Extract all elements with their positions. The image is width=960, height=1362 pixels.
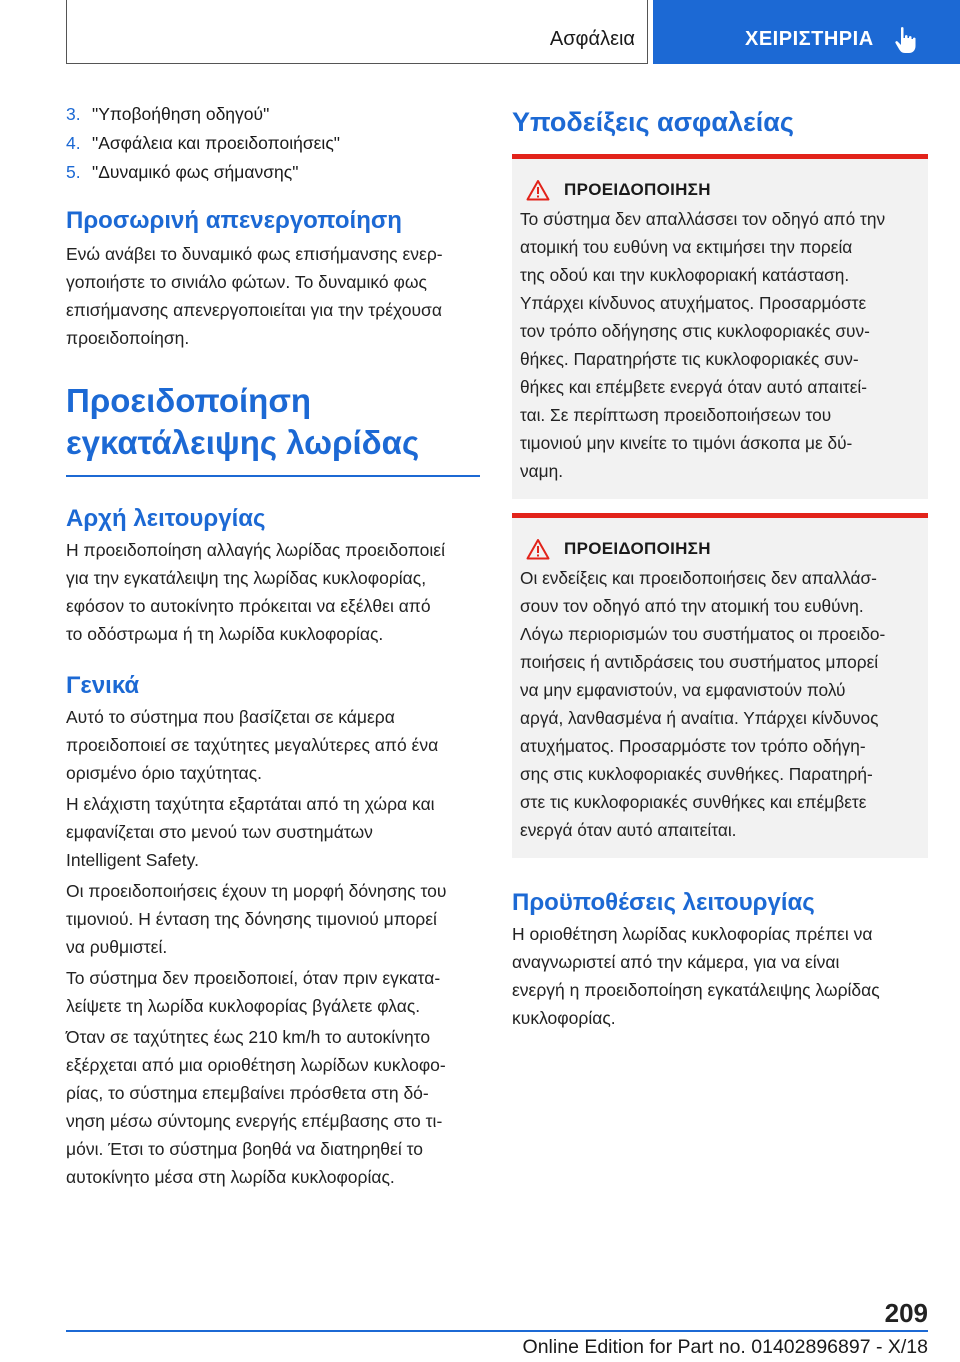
section-title: Ασφάλεια (549, 28, 635, 50)
reference-list (66, 100, 480, 187)
general-paragraph: Οι προειδοποιήσεις έχουν τη μορφή δόνησης του τιμονιού. Η ένταση της δόνησης τιμονιού μπορεί να ρυθμιστεί. (66, 880, 447, 957)
right-column (512, 100, 928, 1032)
list-text[interactable]: "Υποβοήθηση οδηγού" (92, 104, 270, 124)
principle-heading: Αρχή λειτουργίας (66, 504, 266, 532)
general-paragraph: Αυτό το σύστημα που βασίζεται σε κάμερα προειδοποιεί σε ταχύτητες μεγαλύτερες από ένα ορισμένο όριο ταχύτητας. (66, 706, 439, 783)
pointing-hand-icon (893, 26, 919, 54)
temp-deactivation-text: Ενώ ανάβει το δυναμικό φως επισήμανσης ενερ- γοποιήστε το σινιάλο φώτων. Το δυναμικό φως επισήμανσης απενεργοποιείται για την τρέχουσα προειδοποίηση. (66, 244, 443, 348)
warning-text: Το σύστημα δεν απαλλάσσει τον οδηγό από την ατομική του ευθύνη να εκτιμήσει την πορεία της οδού και την κυκλοφοριακή κατάσταση. Υπάρχει κίνδυνος ατυχήματος. Προσαρμόστε τον τρόπο οδήγησης στις κυκλοφοριακές συν- θήκες. Παρατηρήστε τις κυκλοφοριακές συν- θήκες και επέμβετε ενεργά όταν αυτό απαιτεί- ται. Σε περίπτωση προειδοποιήσεων του τιμονιού μην κινείτε το τιμόνι άσκοπα με δύ- ναμη. (520, 209, 886, 481)
tab-controls[interactable] (653, 0, 960, 64)
list-item (66, 100, 480, 129)
principle-text: Η προειδοποίηση αλλαγής λωρίδας προειδοποιεί για την εγκατάλειψη της λωρίδας κυκλοφορίας, εφόσον το αυτοκίνητο πρόκειται να εξέλθει από το οδόστρωμα ή τη λωρίδα κυκλοφορίας. (66, 539, 445, 644)
tab-label: ΧΕΙΡΙΣΤΗΡΙΑ (745, 28, 874, 50)
list-text[interactable]: "Δυναμικό φως σήμανσης" (92, 162, 299, 182)
footer-divider (66, 1330, 928, 1332)
warning-box (512, 154, 928, 499)
general-paragraph: Το σύστημα δεν προειδοποιεί, όταν πριν εγκατα- λείψετε τη λωρίδα κυκλοφορίας βγάλετε φλας. (66, 967, 441, 1016)
warning-box (512, 513, 928, 858)
list-item (66, 158, 480, 187)
page-title: Προειδοποίηση εγκατάλειψης λωρίδας (66, 382, 420, 461)
list-item (66, 129, 480, 158)
warning-title: ΠΡΟΕΙΔΟΠΟΙΗΣΗ (564, 180, 711, 199)
edition-text: Online Edition for Part no. 01402896897 - X/18 (522, 1336, 928, 1358)
general-paragraph: Η ελάχιστη ταχύτητα εξαρτάται από τη χώρα και εμφανίζεται στο μενού των συστημάτων Intelligent Safety. (66, 793, 435, 870)
warning-text: Οι ενδείξεις και προειδοποιήσεις δεν απαλλάσ- σουν τον οδηγό από την ατομική του ευθύνη. Λόγω περιορισμών του συστήματος οι προειδο- ποιήσεις ή αντιδράσεις του συστήματος μπορεί να μην εμφανιστούν, να εμφανιστούν πολύ αργά, λανθασμένα ή αναίτια. Υπάρχει κίνδυνος ατυχήματος. Προσαρμόστε τον τρόπο οδήγη- σης στις κυκλοφοριακές συνθήκες. Παρατηρή- στε τις κυκλοφοριακές συνθήκες και επέμβετε ενεργά όταν αυτό απαιτείται. (520, 568, 886, 840)
safety-heading: Υποδείξεις ασφαλείας (512, 107, 794, 137)
temp-deactivation-heading: Προσωρινή απενεργοποίηση (66, 207, 402, 234)
list-number: 3. (66, 104, 81, 124)
warning-title: ΠΡΟΕΙΔΟΠΟΙΗΣΗ (564, 539, 711, 558)
prerequisites-heading: Προϋποθέσεις λειτουργίας (512, 889, 815, 916)
list-number: 4. (66, 133, 81, 153)
general-paragraph: Όταν σε ταχύτητες έως 210 km/h το αυτοκίνητο εξέρχεται από μια οριοθέτηση λωρίδων κυκλοφο- ρίας, το σύστημα επεμβαίνει πρόσθετα στη δό- νηση μέσω σύντομης ενεργής επέμβασης στο τι- μόνι. Έτσι το σύστημα βοηθά να διατηρηθεί το αυτοκίνητο μέσα στη λωρίδα κυκλοφορίας. (66, 1026, 446, 1187)
warning-triangle-icon (526, 179, 550, 201)
left-column (66, 100, 480, 1191)
list-number: 5. (66, 162, 81, 182)
warning-triangle-icon (526, 538, 550, 560)
general-heading: Γενικά (66, 671, 140, 699)
list-text[interactable]: "Ασφάλεια και προειδοποιήσεις" (92, 133, 340, 153)
header-section-box (66, 0, 648, 64)
prerequisites-text: Η οριοθέτηση λωρίδας κυκλοφορίας πρέπει να αναγνωριστεί από την κάμερα, για να είναι ενεργή η προειδοποίηση εγκατάλειψης λωρίδας κυκλοφορίας. (512, 924, 880, 1028)
page-number: 209 (884, 1298, 928, 1328)
title-divider (66, 475, 480, 477)
